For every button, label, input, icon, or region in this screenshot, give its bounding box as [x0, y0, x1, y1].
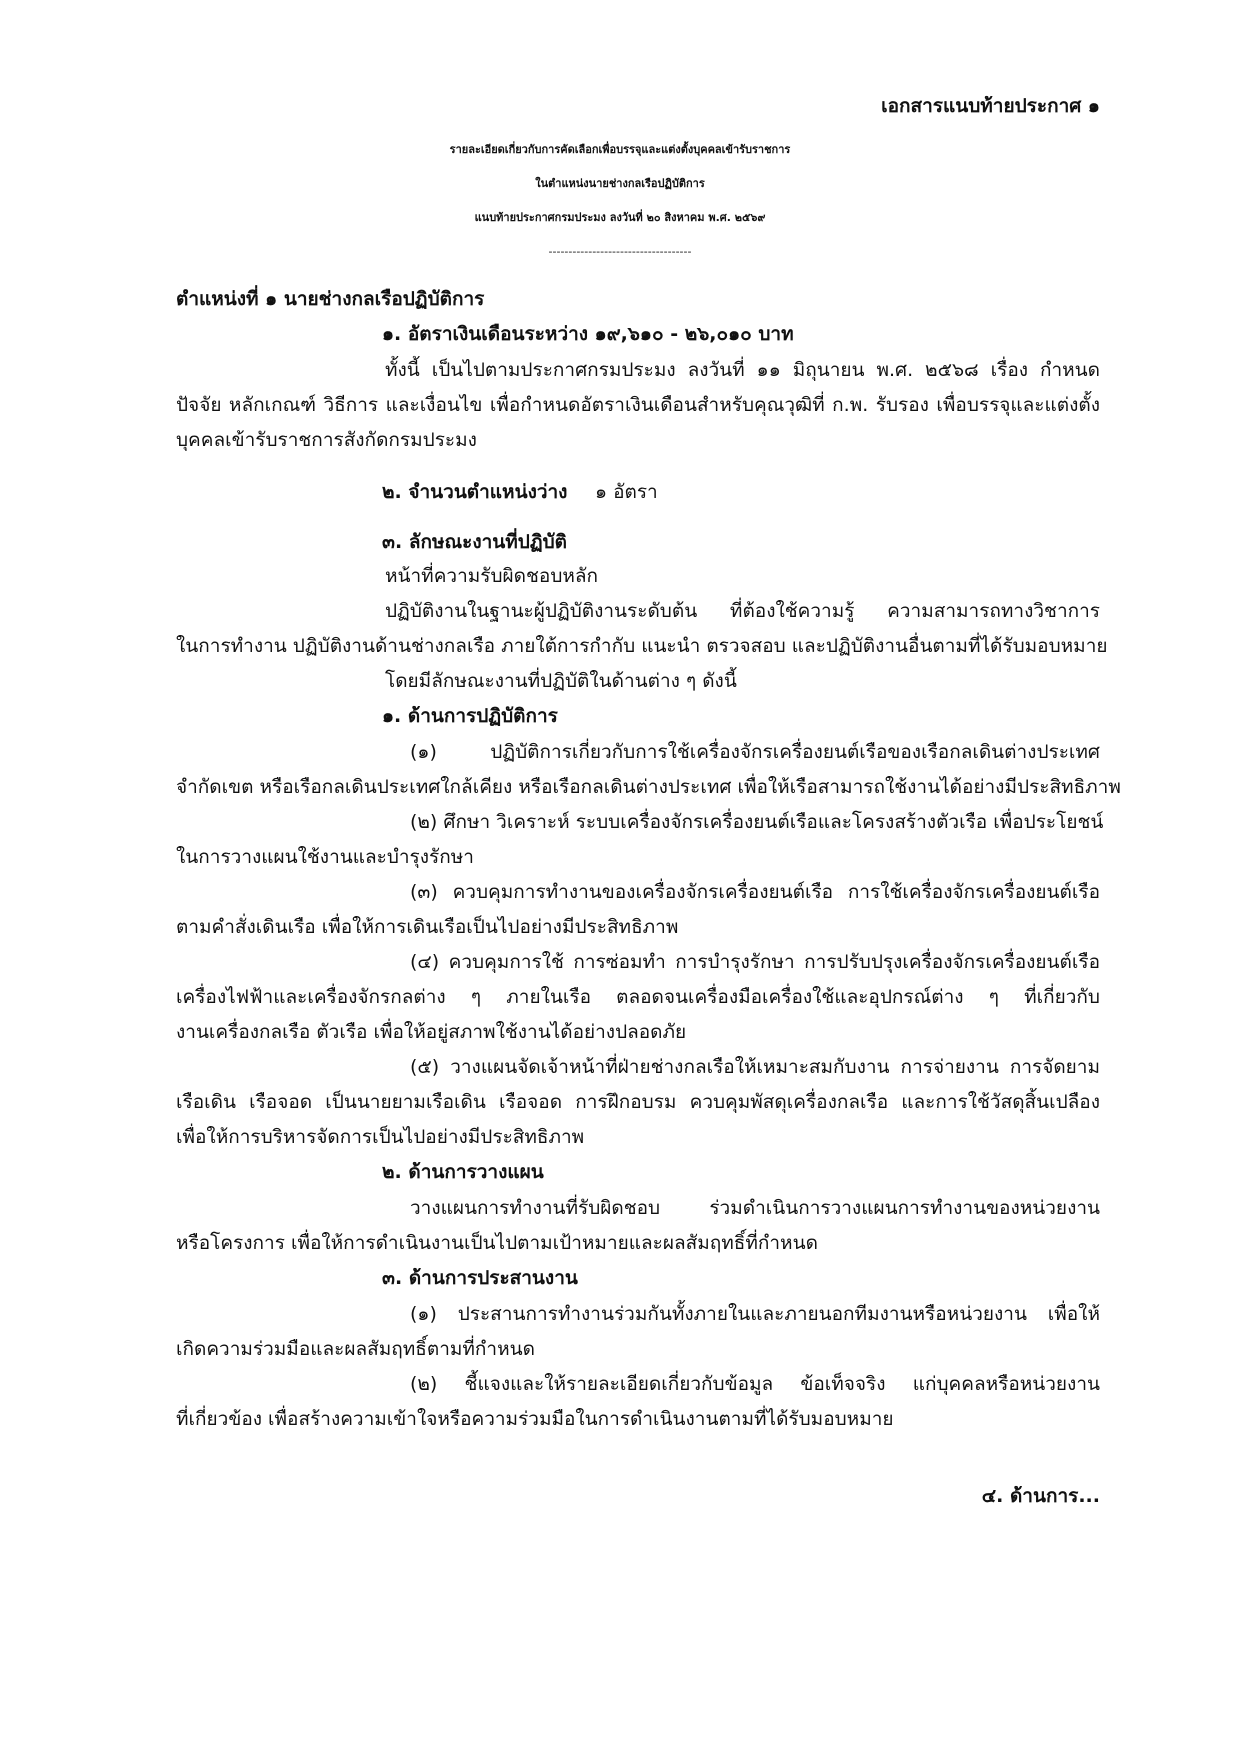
- salary-text-1: ทั้งนี้ เป็นไปตามประกาศกรมประมง ลงวันที่ ๑๑ มิถุนายน พ.ศ. ๒๕๖๘ เรื่อง กำหนด: [385, 359, 1100, 381]
- salary-heading: ๑. อัตราเงินเดือนระหว่าง ๑๙,๖๑๐ - ๒๖,๐๑๐ บาท: [382, 323, 794, 345]
- duties-intro-1: ปฏิบัติงานในฐานะผู้ปฏิบัติงานระดับต้น ที่ต้องใช้ความรู้ ความสามารถทางวิชาการ: [385, 600, 1100, 622]
- ops-heading: ๑. ด้านการปฏิบัติการ: [382, 705, 558, 727]
- duties-intro-3: โดยมีลักษณะงานที่ปฏิบัติในด้านต่าง ๆ ดังนี้: [385, 670, 737, 692]
- plan-text-2: หรือโครงการ เพื่อให้การดำเนินงานเป็นไปตามเป้าหมายและผลสัมฤทธิ์ที่กำหนด: [176, 1232, 818, 1254]
- title-line-3: แนบท้ายประกาศกรมประมง ลงวันที่ ๒๐ สิงหาคม พ.ศ. ๒๕๖๙: [474, 211, 766, 224]
- salary-text-2: ปัจจัย หลักเกณฑ์ วิธีการ และเงื่อนไข เพื่อกำหนดอัตราเงินเดือนสำหรับคุณวุฒิที่ ก.พ. รับรอง เพื่อบรรจุและแต่งตั้ง: [176, 394, 1100, 416]
- coord-heading: ๓. ด้านการประสานงาน: [382, 1267, 578, 1289]
- vacancy-value: ๑ อัตรา: [595, 481, 658, 503]
- annex-label: เอกสารแนบท้ายประกาศ ๑: [881, 95, 1100, 117]
- title-line-1: รายละเอียดเกี่ยวกับการคัดเลือกเพื่อบรรจุและแต่งตั้งบุคคลเข้ารับราชการ: [449, 143, 791, 156]
- ops-item-4c: งานเครื่องกลเรือ ตัวเรือ เพื่อให้อยู่สภาพใช้งานได้อย่างปลอดภัย: [176, 1021, 687, 1043]
- ops-item-5c: เพื่อให้การบริหารจัดการเป็นไปอย่างมีประสิทธิภาพ: [176, 1126, 585, 1148]
- ops-item-4a: (๔) ควบคุมการใช้ การซ่อมทำ การบำรุงรักษา การปรับปรุงเครื่องจักรเครื่องยนต์เรือ: [410, 951, 1100, 973]
- ops-item-5b: เรือเดิน เรือจอด เป็นนายยามเรือเดิน เรือจอด การฝึกอบรม ควบคุมพัสดุเครื่องกลเรือ และการใช้วัสดุสิ้นเปลือง: [176, 1091, 1100, 1113]
- ops-item-4b: เครื่องไฟฟ้าและเครื่องจักรกลต่าง ๆ ภายในเรือ ตลอดจนเครื่องมือเครื่องใช้และอุปกรณ์ต่าง ๆ ที่เกี่ยวกับ: [176, 986, 1100, 1008]
- duties-heading: ๓. ลักษณะงานที่ปฏิบัติ: [382, 531, 567, 553]
- coord-item-2a: (๒) ชี้แจงและให้รายละเอียดเกี่ยวกับข้อมูล ข้อเท็จจริง แก่บุคคลหรือหน่วยงาน: [410, 1373, 1100, 1395]
- coord-item-1b: เกิดความร่วมมือและผลสัมฤทธิ์ตามที่กำหนด: [176, 1338, 535, 1360]
- duties-intro-2: ในการทำงาน ปฏิบัติงานด้านช่างกลเรือ ภายใต้การกำกับ แนะนำ ตรวจสอบ และปฏิบัติงานอื่นตามที่ได้รับมอบหมาย: [176, 635, 1108, 657]
- salary-text-3: บุคคลเข้ารับราชการสังกัดกรมประมง: [176, 429, 477, 451]
- ops-item-2a: (๒) ศึกษา วิเคราะห์ ระบบเครื่องจักรเครื่องยนต์เรือและโครงสร้างตัวเรือ เพื่อประโยชน์: [410, 811, 1104, 833]
- plan-text-1: วางแผนการทำงานที่รับผิดชอบ ร่วมดำเนินการวางแผนการทำงานของหน่วยงาน: [410, 1197, 1100, 1219]
- vacancy-label: ๒. จำนวนตำแหน่งว่าง: [382, 481, 568, 503]
- ops-item-3b: ตามคำสั่งเดินเรือ เพื่อให้การเดินเรือเป็นไปอย่างมีประสิทธิภาพ: [176, 916, 679, 938]
- ops-item-5a: (๕) วางแผนจัดเจ้าหน้าที่ฝ่ายช่างกลเรือให้เหมาะสมกับงาน การจ่ายงาน การจัดยาม: [410, 1056, 1100, 1078]
- ops-item-3a: (๓) ควบคุมการทำงานของเครื่องจักรเครื่องยนต์เรือ การใช้เครื่องจักรเครื่องยนต์เรือ: [410, 881, 1100, 903]
- ops-item-1a: (๑) ปฏิบัติการเกี่ยวกับการใช้เครื่องจักรเครื่องยนต์เรือของเรือกลเดินต่างประเทศ: [410, 741, 1100, 763]
- plan-heading: ๒. ด้านการวางแผน: [382, 1161, 544, 1183]
- continuation-marker: ๔. ด้านการ...: [981, 1485, 1100, 1507]
- coord-item-2b: ที่เกี่ยวข้อง เพื่อสร้างความเข้าใจหรือความร่วมมือในการดำเนินงานตามที่ได้รับมอบหมาย: [176, 1408, 894, 1430]
- duties-main-heading: หน้าที่ความรับผิดชอบหลัก: [385, 565, 599, 587]
- title-line-2: ในตำแหน่งนายช่างกลเรือปฏิบัติการ: [535, 177, 705, 190]
- ops-item-2b: ในการวางแผนใช้งานและบำรุงรักษา: [176, 846, 474, 868]
- coord-item-1a: (๑) ประสานการทำงานร่วมกันทั้งภายในและภายนอกทีมงานหรือหน่วยงาน เพื่อให้: [410, 1303, 1100, 1325]
- position-heading: ตำแหน่งที่ ๑ นายช่างกลเรือปฏิบัติการ: [176, 288, 485, 310]
- title-separator: ------------------------------------: [548, 245, 692, 258]
- ops-item-1b: จำกัดเขต หรือเรือกลเดินประเทศใกล้เคียง หรือเรือกลเดินต่างประเทศ เพื่อให้เรือสามารถใช้งานได้อย่างมีประสิทธิภาพ: [176, 776, 1121, 798]
